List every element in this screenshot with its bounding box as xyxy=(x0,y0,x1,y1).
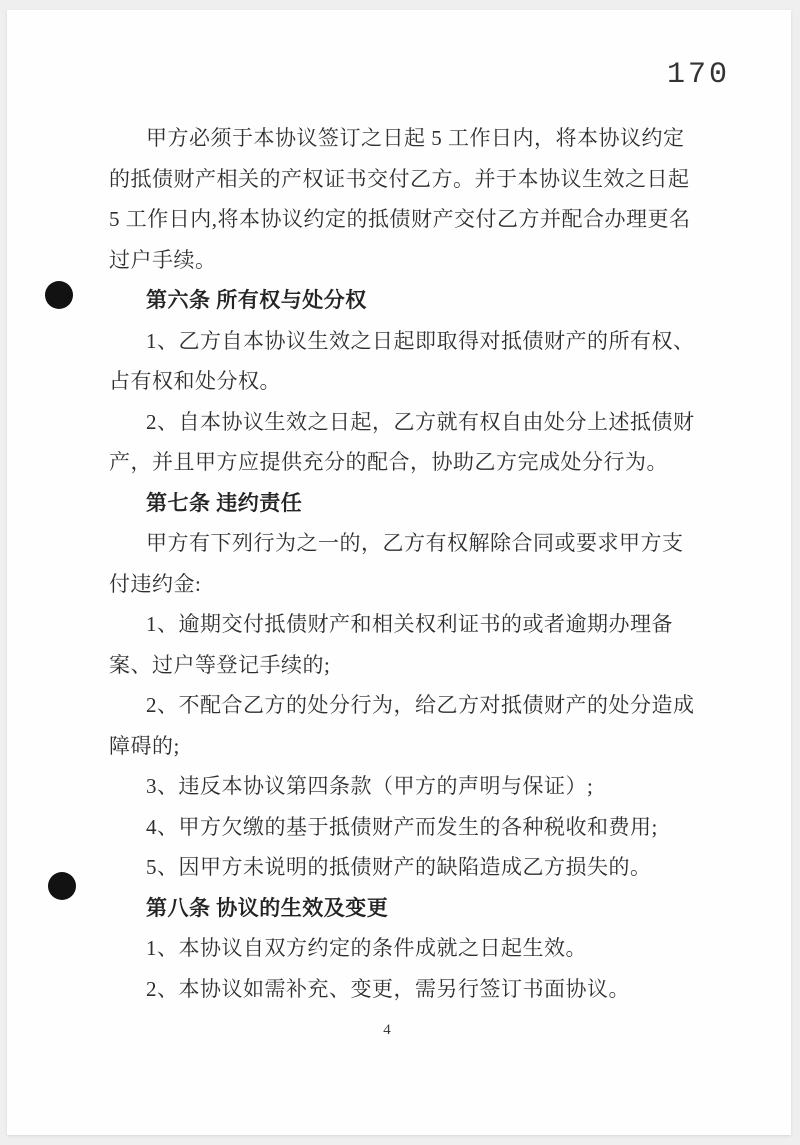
text-line: 付违约金: xyxy=(109,571,202,596)
footer-page-number: 4 xyxy=(383,1022,391,1038)
text-line: 过户手续。 xyxy=(109,247,217,272)
text-line: 障碍的; xyxy=(109,733,180,758)
section-heading: 第六条 所有权与处分权 xyxy=(146,288,367,312)
hole-punch-mark-bottom xyxy=(48,872,76,900)
contract-page xyxy=(7,10,791,1135)
text-line: 2、本协议如需补充、变更，需另行签订书面协议。 xyxy=(146,976,630,1001)
text-line: 5 工作日内,将本协议约定的抵债财产交付乙方并配合办理更名 xyxy=(109,207,691,231)
text-line: 4、甲方欠缴的基于抵债财产而发生的各种税收和费用; xyxy=(146,814,658,839)
text-line: 2、自本协议生效之日起，乙方就有权自由处分上述抵债财 xyxy=(146,409,695,434)
section-heading: 第八条 协议的生效及变更 xyxy=(146,895,389,920)
text-line: 3、违反本协议第四条款（甲方的声明与保证）; xyxy=(146,774,594,798)
archive-page-stamp: 170 xyxy=(667,58,731,92)
text-line: 占有权和处分权。 xyxy=(109,369,281,393)
text-line: 1、本协议自双方约定的条件成就之日起生效。 xyxy=(146,936,587,960)
text-line: 1、乙方自本协议生效之日起即取得对抵债财产的所有权、 xyxy=(146,328,695,353)
text-block xyxy=(109,118,695,1009)
text-line: 的抵债财产相关的产权证书交付乙方。并于本协议生效之日起 xyxy=(109,166,690,191)
text-line: 2、不配合乙方的处分行为，给乙方对抵债财产的处分造成 xyxy=(146,693,695,717)
text-line: 产，并且甲方应提供充分的配合，协助乙方完成处分行为。 xyxy=(109,450,668,474)
text-line: 甲方有下列行为之一的，乙方有权解除合同或要求甲方支 xyxy=(146,531,684,555)
hole-punch-mark-top xyxy=(45,281,73,309)
text-line: 1、逾期交付抵债财产和相关权利证书的或者逾期办理备 xyxy=(146,612,673,636)
section-heading: 第七条 违约责任 xyxy=(146,490,303,515)
text-line: 5、因甲方未说明的抵债财产的缺陷造成乙方损失的。 xyxy=(146,855,652,879)
text-line: 案、过户等登记手续的; xyxy=(109,652,331,677)
text-line: 甲方必须于本协议签订之日起 5 工作日内，将本协议约定 xyxy=(146,126,685,150)
